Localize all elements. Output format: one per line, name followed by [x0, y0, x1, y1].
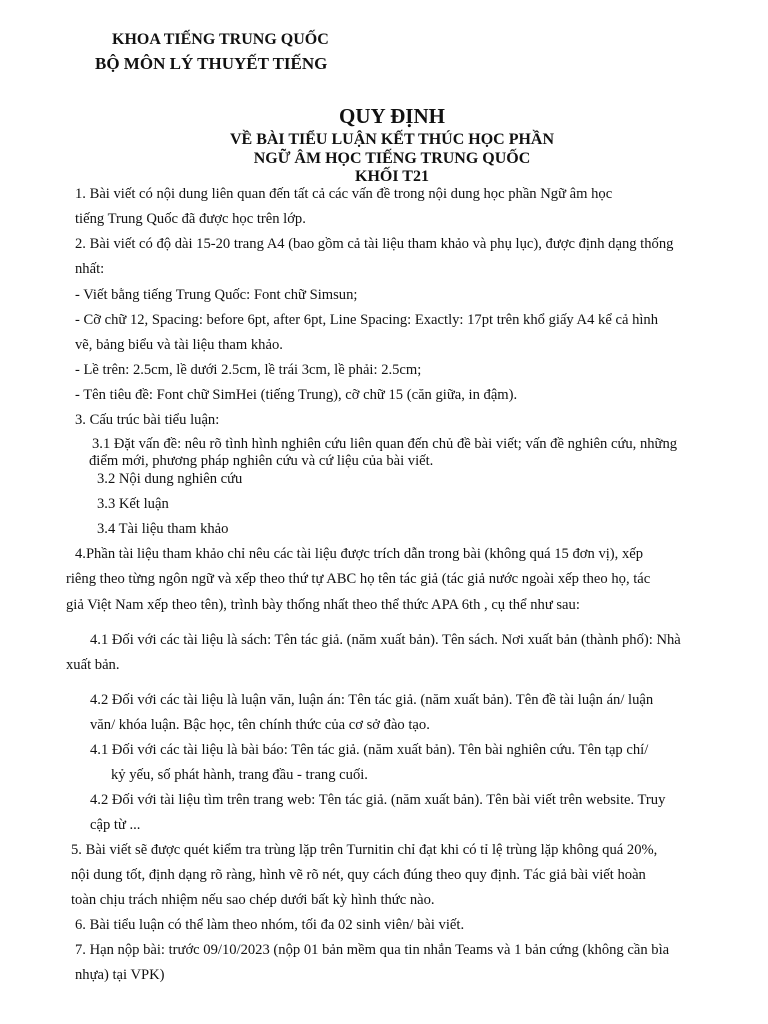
- body-line: - Viết bằng tiếng Trung Quốc: Font chữ Simsun;: [75, 287, 358, 303]
- body-line: 6. Bài tiểu luận có thể làm theo nhóm, tối đa 02 sinh viên/ bài viết.: [75, 917, 465, 933]
- body-line: riêng theo từng ngôn ngữ và xếp theo thứ tự ABC họ tên tác giả (tác giả nước ngoài xếp theo họ, tác: [66, 571, 651, 587]
- body-line: cập từ ...: [90, 817, 141, 833]
- body-line: tiếng Trung Quốc đã được học trên lớp.: [75, 211, 306, 227]
- body-line: kỷ yếu, số phát hành, trang đầu - trang cuối.: [111, 767, 368, 783]
- faculty-heading: KHOA TIẾNG TRUNG QUỐC: [112, 31, 329, 48]
- body-line: 3.3 Kết luận: [97, 496, 169, 512]
- department-heading: BỘ MÔN LÝ THUYẾT TIẾNG: [95, 54, 328, 73]
- body-line: nhất:: [75, 261, 105, 277]
- body-line: 3.2 Nội dung nghiên cứu: [97, 471, 243, 487]
- body-line: 5. Bài viết sẽ được quét kiểm tra trùng lặp trên Turnitin chỉ đạt khi có tỉ lệ trùng lặp không quá 20%,: [71, 842, 658, 858]
- body-line: giả Việt Nam xếp theo tên), trình bày thống nhất theo thể thức APA 6th , cụ thể như sau:: [66, 597, 580, 613]
- document-title: QUY ĐỊNH: [339, 104, 445, 128]
- body-line: văn/ khóa luận. Bậc học, tên chính thức của cơ sở đào tạo.: [90, 717, 430, 733]
- body-line: 3.1 Đặt vấn đề: nêu rõ tình hình nghiên cứu liên quan đến chủ đề bài viết; vấn đề nghiên cứu, những: [92, 436, 678, 452]
- body-line: - Cỡ chữ 12, Spacing: before 6pt, after 6pt, Line Spacing: Exactly: 17pt trên khổ giấy A4 kể cả hình: [75, 312, 659, 328]
- document-subtitle-1: VỀ BÀI TIỂU LUẬN KẾT THÚC HỌC PHẦN: [229, 131, 555, 148]
- body-line: nhựa) tại VPK): [75, 967, 165, 983]
- body-line: 4.2 Đối với các tài liệu là luận văn, luận án: Tên tác giả. (năm xuất bản). Tên đề tài luận án/ luận: [90, 692, 654, 708]
- body-line: - Tên tiêu đề: Font chữ SimHei (tiếng Trung), cỡ chữ 15 (căn giữa, in đậm).: [75, 387, 518, 403]
- body-line: 4.Phần tài liệu tham khảo chỉ nêu các tài liệu được trích dẫn trong bài (không quá 15 đơn vị), xếp: [75, 546, 644, 562]
- body-line: vẽ, bảng biểu và tài liệu tham khảo.: [75, 337, 283, 353]
- body-line: 4.2 Đối với tài liệu tìm trên trang web: Tên tác giả. (năm xuất bản). Tên bài viết trên website. Truy: [90, 792, 666, 808]
- body-line: 3.4 Tài liệu tham khảo: [97, 521, 229, 537]
- body-line: 7. Hạn nộp bài: trước 09/10/2023 (nộp 01 bản mềm qua tin nhắn Teams và 1 bản cứng (không cần bìa: [75, 942, 670, 958]
- body-line: nội dung tốt, định dạng rõ ràng, hình vẽ rõ nét, quy cách đúng theo quy định. Tác giả bài viết hoàn: [71, 867, 646, 883]
- body-line: 3. Cấu trúc bài tiểu luận:: [75, 412, 220, 428]
- document-subtitle-2: NGỮ ÂM HỌC TIẾNG TRUNG QUỐC: [253, 150, 531, 167]
- body-line: 4.1 Đối với các tài liệu là sách: Tên tác giả. (năm xuất bản). Tên sách. Nơi xuất bản (thành phố): Nhà: [90, 632, 681, 648]
- body-line: 2. Bài viết có độ dài 15-20 trang A4 (bao gồm cả tài liệu tham khảo và phụ lục), được định dạng thống: [75, 236, 674, 252]
- body-line: xuất bản.: [66, 657, 120, 673]
- body-line: 4.1 Đối với các tài liệu là bài báo: Tên tác giả. (năm xuất bản). Tên bài nghiên cứu. Tên tạp chí/: [90, 742, 649, 758]
- body-line: 1. Bài viết có nội dung liên quan đến tất cả các vấn đề trong nội dung học phần Ngữ âm học: [75, 186, 613, 202]
- document-subtitle-3: KHỐI T21: [355, 168, 429, 185]
- body-line: - Lề trên: 2.5cm, lề dưới 2.5cm, lề trái 3cm, lề phải: 2.5cm;: [75, 362, 422, 378]
- body-line: toàn chịu trách nhiệm nếu sao chép dưới bất kỳ hình thức nào.: [71, 892, 435, 908]
- body-line: điểm mới, phương pháp nghiên cứu và cứ liệu của bài viết.: [89, 453, 434, 469]
